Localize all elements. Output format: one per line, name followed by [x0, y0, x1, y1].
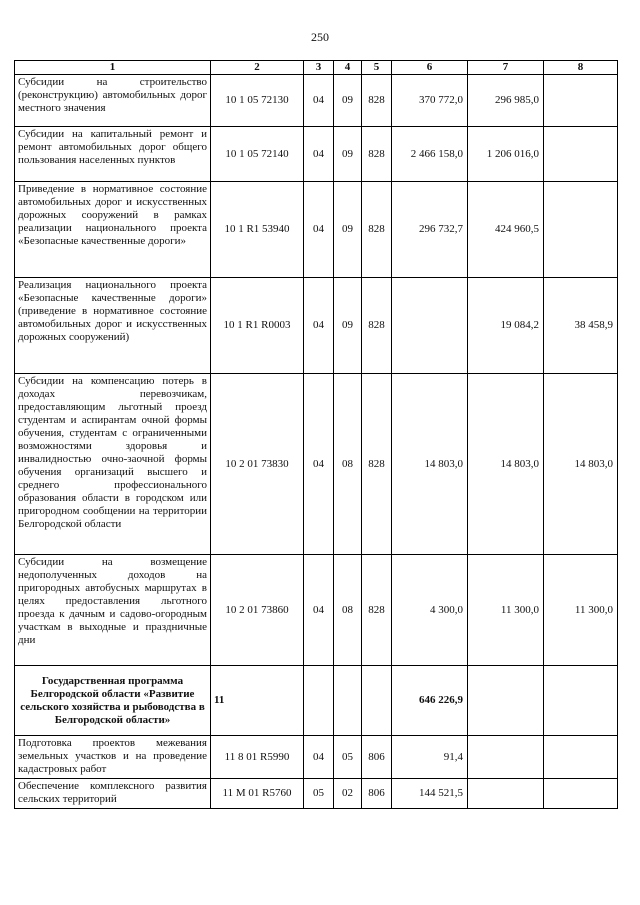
program-row	[15, 666, 618, 736]
row-c8: 14 803,0	[544, 374, 618, 555]
row-code: 11 8 01 R5990	[211, 736, 304, 779]
row-c8	[544, 666, 618, 736]
row-c3: 04	[304, 555, 334, 666]
row-c7	[468, 779, 544, 809]
row-c3: 05	[304, 779, 334, 809]
page-number: 250	[311, 30, 329, 44]
row-name: Субсидии на компенсацию потерь в доходах перевозчикам, предоставляющим льготный проезд студентам и аспирантам очной формы обучения, студентам с ограниченными возможностями здоровья и инвалидностью очно-заочной формы обучения организаций высшего и среднего профессионального образования области в городском или пригородном сообщении на территории Белгородской области	[15, 374, 211, 555]
row-code: 11 М 01 R5760	[211, 779, 304, 809]
header-cell: 4	[334, 61, 362, 75]
row-c4: 09	[334, 278, 362, 374]
header-row	[15, 61, 618, 75]
header-cell: 5	[362, 61, 392, 75]
row-c5: 806	[362, 736, 392, 779]
row-c3: 04	[304, 127, 334, 182]
row-c3: 04	[304, 75, 334, 127]
table-row	[15, 736, 618, 779]
header-cell: 6	[392, 61, 468, 75]
row-c4: 02	[334, 779, 362, 809]
row-c5: 828	[362, 555, 392, 666]
table-row	[15, 75, 618, 127]
row-c6: 2 466 158,0	[392, 127, 468, 182]
row-c8	[544, 127, 618, 182]
row-c4	[334, 666, 362, 736]
header-cell: 7	[468, 61, 544, 75]
row-c8	[544, 736, 618, 779]
row-c7: 424 960,5	[468, 182, 544, 278]
row-name: Реализация национального проекта «Безопасные качественные дороги» (приведение в нормативное состояние автомобильных дорог и искусственных дорожных сооружений)	[15, 278, 211, 374]
row-c4: 05	[334, 736, 362, 779]
header-cell: 8	[544, 61, 618, 75]
row-c3: 04	[304, 182, 334, 278]
row-c5: 828	[362, 374, 392, 555]
row-code: 11	[211, 666, 304, 736]
row-code: 10 1 R1 53940	[211, 182, 304, 278]
table-row	[15, 278, 618, 374]
row-c4: 08	[334, 555, 362, 666]
header-cell: 3	[304, 61, 334, 75]
row-c6: 14 803,0	[392, 374, 468, 555]
row-c3: 04	[304, 374, 334, 555]
row-c8: 11 300,0	[544, 555, 618, 666]
row-c6: 144 521,5	[392, 779, 468, 809]
row-c5: 806	[362, 779, 392, 809]
row-c3: 04	[304, 278, 334, 374]
header-cell: 2	[211, 61, 304, 75]
row-c3: 04	[304, 736, 334, 779]
row-name: Подготовка проектов межевания земельных участков и на проведение кадастровых работ	[15, 736, 211, 779]
row-c6: 91,4	[392, 736, 468, 779]
budget-table	[14, 60, 618, 809]
row-c5: 828	[362, 278, 392, 374]
row-c7	[468, 666, 544, 736]
row-code: 10 2 01 73860	[211, 555, 304, 666]
row-c5: 828	[362, 182, 392, 278]
row-name: Приведение в нормативное состояние автомобильных дорог и искусственных дорожных сооружений в рамках реализации национального проекта «Безопасные качественные дороги»	[15, 182, 211, 278]
row-c4: 09	[334, 182, 362, 278]
table-row	[15, 182, 618, 278]
program-title: Государственная программа Белгородской области «Развитие сельского хозяйства и рыбоводства в Белгородской области»	[15, 666, 211, 736]
row-c8	[544, 75, 618, 127]
row-name: Субсидии на строительство (реконструкцию) автомобильных дорог местного значения	[15, 75, 211, 127]
row-name: Обеспечение комплексного развития сельских территорий	[15, 779, 211, 809]
table-row	[15, 374, 618, 555]
row-c5: 828	[362, 127, 392, 182]
row-c5: 828	[362, 75, 392, 127]
row-c4: 09	[334, 127, 362, 182]
table-row	[15, 779, 618, 809]
row-c5	[362, 666, 392, 736]
row-name: Субсидии на возмещение недополученных доходов на пригородных автобусных маршрутах в целях предоставления льготного проезда к дачным и садово-огородным участкам в выходные и праздничные дни	[15, 555, 211, 666]
row-c6: 296 732,7	[392, 182, 468, 278]
row-code: 10 1 05 72140	[211, 127, 304, 182]
row-c7: 19 084,2	[468, 278, 544, 374]
row-c6: 370 772,0	[392, 75, 468, 127]
table-row	[15, 127, 618, 182]
row-c8	[544, 182, 618, 278]
row-c7: 14 803,0	[468, 374, 544, 555]
row-c7	[468, 736, 544, 779]
row-code: 10 1 05 72130	[211, 75, 304, 127]
row-c7: 296 985,0	[468, 75, 544, 127]
row-code: 10 1 R1 R0003	[211, 278, 304, 374]
row-c4: 08	[334, 374, 362, 555]
row-name: Субсидии на капитальный ремонт и ремонт автомобильных дорог общего пользования населенных пунктов	[15, 127, 211, 182]
row-c6: 646 226,9	[392, 666, 468, 736]
row-c8	[544, 779, 618, 809]
row-code: 10 2 01 73830	[211, 374, 304, 555]
table-row	[15, 555, 618, 666]
row-c3	[304, 666, 334, 736]
row-c7: 1 206 016,0	[468, 127, 544, 182]
row-c7: 11 300,0	[468, 555, 544, 666]
row-c4: 09	[334, 75, 362, 127]
row-c6	[392, 278, 468, 374]
row-c6: 4 300,0	[392, 555, 468, 666]
row-c8: 38 458,9	[544, 278, 618, 374]
header-cell: 1	[15, 61, 211, 75]
